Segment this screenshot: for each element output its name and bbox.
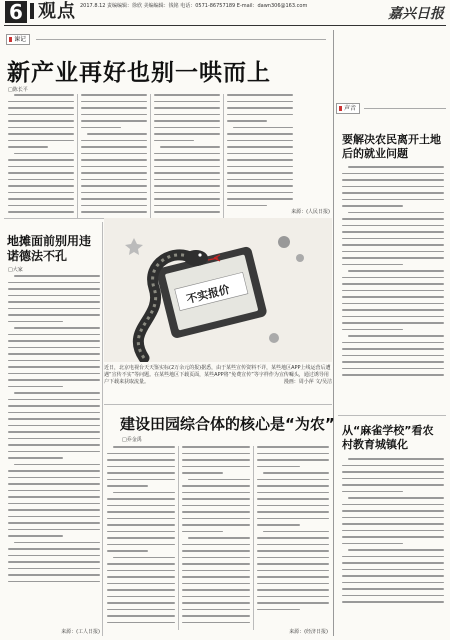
- column-rule: [150, 94, 151, 218]
- section-rule: [338, 415, 446, 416]
- main-byline: □陈长平: [8, 87, 28, 93]
- column-tag-shengyin: [336, 103, 360, 114]
- tag-label: 声音: [344, 105, 357, 112]
- main-article-col-3: [154, 94, 220, 218]
- tag-marker-icon: [339, 106, 342, 111]
- middle-article-col-1: [107, 446, 175, 630]
- main-source: 来源：(人民日报): [291, 209, 330, 215]
- right-bottom-headline: 从“麻雀学校”看农村教育城镇化: [342, 424, 434, 451]
- section-rule: [104, 404, 332, 405]
- right-top-headline: 要解决农民离开土地后的就业问题: [342, 133, 441, 160]
- edition-meta: 2017.8.12 责编编辑：徐欣 美编编辑：钱铭 电话：0571-86757189 E-mail：dawn306@163.com: [80, 3, 308, 9]
- column-rule: [223, 94, 224, 218]
- right-top-article-body: [342, 166, 444, 412]
- middle-source: 来源：(经济日报): [289, 629, 328, 635]
- newspaper-logo: 嘉兴日报: [388, 6, 444, 22]
- left-article-body: [8, 275, 100, 627]
- caption-text: 近日，北京电视台天天鉴实标(2万余元的报)据悉，由于某些宣传资料不详，某些地区APP上线运营后遭遇“宣传不实”等问题。在某些地区下载页面，某些APP将“免费宣传”等字样作为宣传噱头，通过诱导用户下载来获取流量。: [104, 365, 331, 385]
- tag-rule: [364, 108, 446, 109]
- right-bottom-article-body: [342, 458, 444, 634]
- tag-marker-icon: [9, 37, 12, 42]
- middle-byline: □乔金禹: [122, 437, 142, 443]
- caption-credit: 漫画：周小萍 文/吴洁: [283, 379, 332, 385]
- illustration-snake-phone: [104, 218, 332, 362]
- illustration-caption: [104, 365, 332, 386]
- column-rule: [178, 446, 179, 630]
- main-headline: 新产业再好也别一哄而上: [7, 60, 271, 86]
- middle-article-col-2: [182, 446, 250, 630]
- column-rule: [102, 222, 103, 636]
- middle-headline: 建设田园综合体的核心是“为农”: [120, 415, 335, 433]
- left-byline: □大家: [8, 267, 23, 273]
- main-article-col-2: [81, 94, 147, 218]
- screen-text: 不实报价: [185, 282, 232, 307]
- page-number: 6: [5, 1, 27, 23]
- left-headline: 地摊面前别用违诺德法不孔: [7, 234, 92, 263]
- left-source: 来源：(工人日报): [61, 629, 100, 635]
- column-rule: [253, 446, 254, 630]
- tag-label: 谏记: [14, 36, 27, 43]
- main-article-col-4: [227, 94, 293, 208]
- column-rule: [77, 94, 78, 218]
- column-tag-dijing: [6, 34, 30, 45]
- right-column-rule: [333, 30, 334, 636]
- main-article-col-1: [8, 94, 74, 218]
- middle-article-col-3: [257, 446, 329, 622]
- masthead-rule: [4, 25, 446, 26]
- tag-rule: [36, 39, 326, 40]
- section-title: 观点: [30, 1, 76, 23]
